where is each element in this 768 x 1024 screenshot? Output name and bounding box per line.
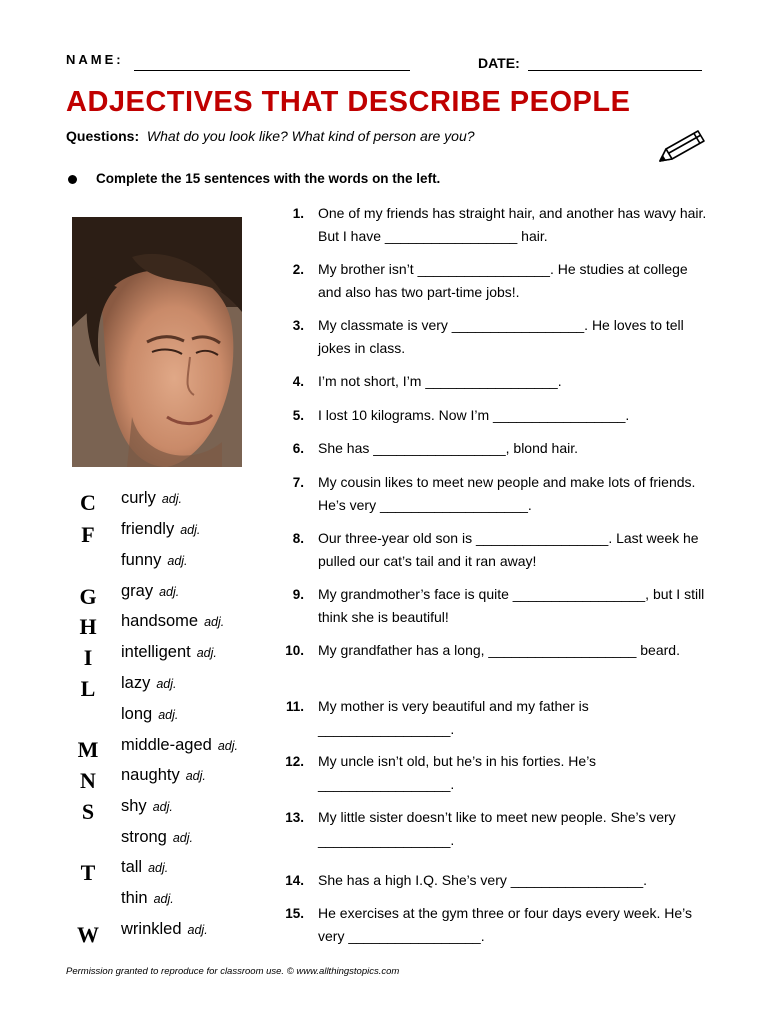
word-item: strong adj.	[121, 828, 194, 846]
word-item: friendly adj.	[121, 520, 201, 538]
letter-marker: T	[80, 860, 96, 885]
sentence-text: He exercises at the gym three or four days every week. He’s very _________________.	[318, 905, 693, 944]
word-item: curly adj.	[121, 489, 182, 507]
worksheet-title: ADJECTIVES THAT DESCRIBE PEOPLE	[66, 86, 631, 118]
sentence-number: 10.	[285, 643, 304, 658]
sentence-text: I lost 10 kilograms. Now I’m _________________.	[318, 407, 630, 423]
sentence-text: My grandfather has a long, ___________________ beard.	[318, 642, 680, 658]
sentence-text: One of my friends has straight hair, and another has wavy hair. But I have _________________ hair.	[318, 205, 707, 244]
word-item: thin adj.	[121, 889, 174, 907]
letter-marker: M	[77, 737, 99, 762]
sentence-text: My uncle isn’t old, but he’s in his forties. He’s _________________.	[318, 753, 597, 792]
sentence-text: My mother is very beautiful and my father is _________________.	[318, 698, 589, 737]
name-field-line[interactable]	[134, 70, 410, 71]
letter-marker: L	[80, 676, 96, 701]
bullet-point	[68, 175, 77, 184]
sentence-number: 13.	[285, 810, 304, 825]
date-label: DATE:	[478, 55, 520, 71]
sentence-number: 3.	[292, 318, 304, 333]
word-item: tall adj.	[121, 858, 169, 876]
sentence-text: I’m not short, I’m _________________.	[318, 373, 562, 389]
letter-marker: F	[81, 522, 95, 547]
questions-line	[66, 128, 475, 144]
sentence-number: 5.	[292, 408, 304, 423]
sentence-text: My brother isn’t _________________. He studies at college and also has two part-time jobs!.	[318, 261, 688, 300]
letter-marker: I	[83, 645, 93, 670]
word-item: middle-aged adj.	[121, 736, 238, 754]
sentence-number: 12.	[285, 754, 304, 769]
sentence-number: 1.	[292, 206, 304, 221]
word-item: gray adj.	[121, 582, 180, 600]
instruction-text: Complete the 15 sentences with the words on the left.	[96, 171, 441, 186]
sentence-number: 15.	[285, 906, 304, 921]
word-item: handsome adj.	[121, 612, 225, 630]
sentence-text: My cousin likes to meet new people and make lots of friends. He’s very ___________________.	[318, 474, 696, 513]
letter-marker: H	[79, 614, 97, 639]
sentence-number: 7.	[292, 475, 304, 490]
word-item: wrinkled adj.	[121, 920, 208, 938]
letter-marker: W	[77, 922, 99, 947]
sentence-number: 9.	[292, 587, 304, 602]
sentence-number: 2.	[292, 262, 304, 277]
word-item: shy adj.	[121, 797, 173, 815]
questions-label: Questions:	[66, 128, 140, 144]
word-item: intelligent adj.	[121, 643, 217, 661]
sentence-text: Our three-year old son is _________________. Last week he pulled our cat’s tail and it ran away!	[318, 530, 699, 569]
word-item: funny adj.	[121, 551, 188, 569]
pencil-icon	[656, 125, 712, 169]
sentence-text: My grandmother’s face is quite _________________, but I still think she is beautiful!	[318, 586, 705, 625]
word-item: long adj.	[121, 705, 179, 723]
letter-marker: S	[81, 799, 95, 824]
footer-permission: Permission granted to reproduce for classroom use. © www.allthingstopics.com	[66, 966, 400, 977]
sentence-number: 14.	[285, 873, 304, 888]
letter-marker: C	[80, 490, 96, 515]
sentence-number: 6.	[292, 441, 304, 456]
sentence-number: 11.	[285, 699, 304, 714]
sentence-number: 4.	[292, 374, 304, 389]
letter-marker: G	[79, 584, 97, 609]
sentence-text: My classmate is very _________________. He loves to tell jokes in class.	[318, 317, 684, 356]
name-label: NAME:	[66, 52, 124, 67]
man-portrait-photo	[72, 217, 242, 467]
questions-text: What do you look like? What kind of person are you?	[146, 128, 475, 144]
sentence-text: She has _________________, blond hair.	[318, 440, 579, 456]
sentence-number: 8.	[292, 531, 304, 546]
word-item: lazy adj.	[121, 674, 177, 692]
letter-marker: N	[80, 768, 96, 793]
date-field-line[interactable]	[528, 70, 702, 71]
sentence-text: She has a high I.Q. She’s very _________________.	[318, 872, 647, 888]
sentence-text: My little sister doesn’t like to meet new people. She’s very _________________.	[318, 809, 676, 848]
word-item: naughty adj.	[121, 766, 206, 784]
